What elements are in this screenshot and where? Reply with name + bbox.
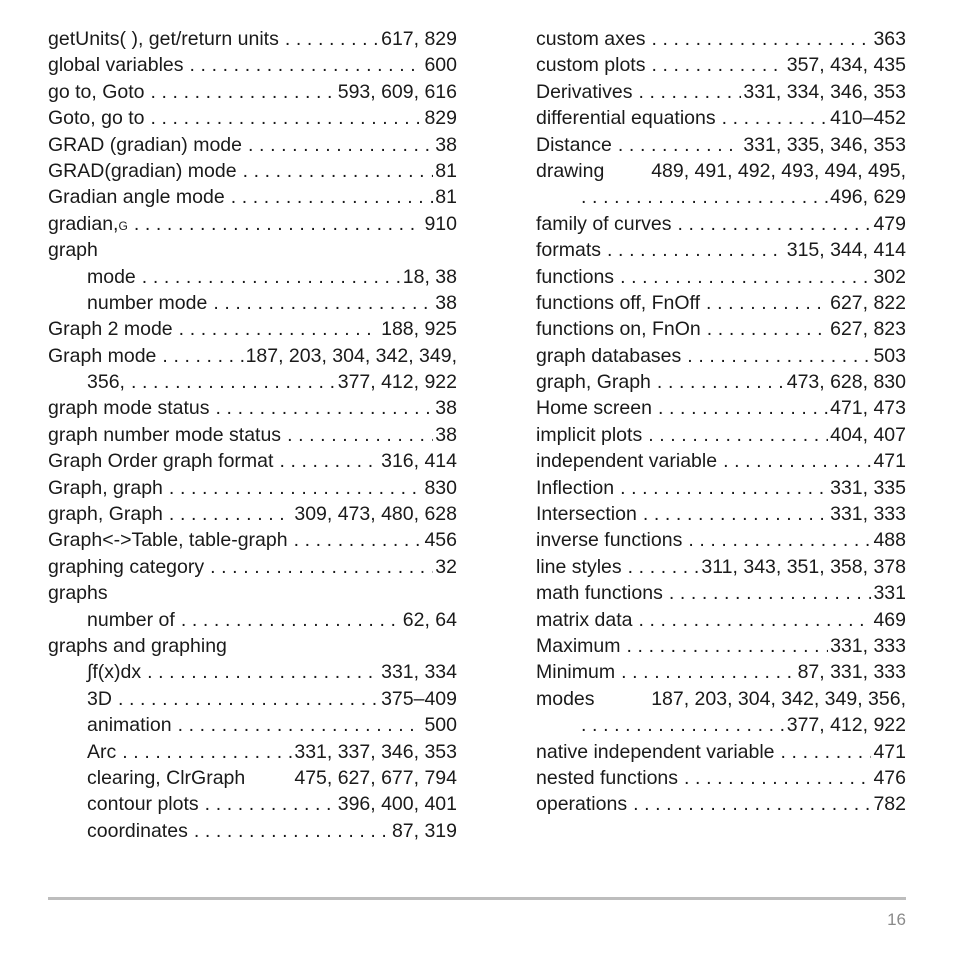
index-pages: 81 <box>435 159 457 182</box>
index-pages: 500 <box>424 714 457 737</box>
index-pages: 627, 822 <box>830 291 906 314</box>
index-entry: gradian, G . . . 910 <box>48 211 457 237</box>
index-subentry <box>48 791 457 817</box>
dot-leader <box>638 79 741 105</box>
index-term: Maximum <box>536 634 621 657</box>
index-entry <box>536 26 906 52</box>
index-heading <box>48 633 457 659</box>
index-pages: 396, 400, 401 <box>337 793 457 816</box>
dot-leader <box>633 791 871 817</box>
dot-leader <box>723 448 871 474</box>
dot-leader <box>684 765 871 791</box>
index-entry <box>536 607 906 633</box>
index-entry <box>48 343 457 369</box>
index-term: operations <box>536 793 628 816</box>
index-term: differential equations <box>536 107 716 130</box>
index-subentry <box>48 712 457 738</box>
dot-leader <box>651 26 871 52</box>
index-entry <box>48 501 457 527</box>
index-pages: 627, 823 <box>830 318 906 341</box>
index-term: Inflection <box>536 476 615 499</box>
index-entry <box>48 52 457 78</box>
dot-leader <box>677 211 871 237</box>
index-term: modes <box>536 687 595 710</box>
index-pages: 18, 38 <box>402 265 457 288</box>
dot-leader <box>216 395 434 421</box>
index-term: Arc <box>87 740 117 763</box>
index-term: Home screen <box>536 397 652 420</box>
index-subentry <box>48 607 457 633</box>
index-pages: 309, 473, 480, 628 <box>294 503 457 526</box>
index-term: line styles <box>536 555 622 578</box>
index-term: Minimum <box>536 661 616 684</box>
index-pages: 471, 473 <box>830 397 906 420</box>
dot-leader <box>279 448 379 474</box>
index-term: GRAD (gradian) mode <box>48 133 242 156</box>
index-pages: 377, 412, 922 <box>337 371 457 394</box>
index-entry <box>536 395 906 421</box>
index-term: native independent variable <box>536 740 775 763</box>
index-entry <box>536 79 906 105</box>
index-subentry <box>48 765 457 791</box>
index-term: custom plots <box>536 54 646 77</box>
index-term: 356, <box>87 371 125 394</box>
index-entry <box>536 448 906 474</box>
index-pages: 496, 629 <box>830 186 906 209</box>
index-pages: 357, 434, 435 <box>786 54 906 77</box>
index-heading <box>48 237 457 263</box>
index-term: formats <box>536 239 602 262</box>
index-pages: 331, 334, 346, 353 <box>743 80 906 103</box>
index-pages: 489, 491, 492, 493, 494, 495, <box>651 159 906 182</box>
index-pages: 600 <box>424 54 457 77</box>
dot-leader <box>651 52 784 78</box>
index-column-left <box>48 26 457 844</box>
index-pages: 38 <box>435 291 457 314</box>
index-subentry <box>48 290 457 316</box>
index-pages: 830 <box>424 476 457 499</box>
dot-leader <box>607 237 785 263</box>
footer-rule <box>48 897 906 900</box>
index-term: inverse functions <box>536 529 683 552</box>
index-pages: 331, 333 <box>830 503 906 526</box>
index-entry <box>48 158 457 184</box>
index-entry <box>48 316 457 342</box>
dot-leader <box>687 343 871 369</box>
index-entry <box>48 448 457 474</box>
index-term: graphing category <box>48 555 205 578</box>
index-pages: 62, 64 <box>402 608 457 631</box>
index-term: drawing <box>536 159 605 182</box>
index-subentry <box>48 264 457 290</box>
index-pages: 782 <box>873 793 906 816</box>
index-pages: 476 <box>873 766 906 789</box>
index-pages: 331, 337, 346, 353 <box>294 740 457 763</box>
index-column-right <box>536 26 906 818</box>
index-term: functions <box>536 265 615 288</box>
index-continuation <box>536 184 906 210</box>
dot-leader <box>131 369 336 395</box>
index-pages: 331, 334 <box>381 661 457 684</box>
index-term: functions on, FnOn <box>536 318 701 341</box>
index-pages: 479 <box>873 212 906 235</box>
index-term: Graph<->Table, table-graph <box>48 529 288 552</box>
dot-leader <box>657 369 785 395</box>
dot-leader <box>178 712 423 738</box>
index-pages: 377, 412, 922 <box>786 714 906 737</box>
index-entry <box>536 659 906 685</box>
index-entry <box>48 79 457 105</box>
dot-leader <box>194 818 390 844</box>
index-entry <box>48 105 457 131</box>
index-term: matrix data <box>536 608 633 631</box>
index-pages: 38 <box>435 423 457 446</box>
dot-leader <box>707 316 828 342</box>
index-term: functions off, FnOff <box>536 291 701 314</box>
index-term: graph databases <box>536 344 682 367</box>
index-term: global variables <box>48 54 184 77</box>
index-pages: 475, 627, 677, 794 <box>294 766 457 789</box>
index-term: number of <box>87 608 175 631</box>
index-pages: 187, 203, 304, 342, 349, 356, <box>651 687 906 710</box>
dot-leader <box>150 105 422 131</box>
index-pages: 81 <box>435 186 457 209</box>
index-term: ∫f(x)dx <box>87 661 142 684</box>
index-term: nested functions <box>536 766 679 789</box>
dot-leader <box>147 659 379 685</box>
index-pages: 593, 609, 616 <box>337 80 457 103</box>
index-entry <box>536 316 906 342</box>
index-entry <box>536 343 906 369</box>
page-number: 16 <box>887 910 906 929</box>
index-term: Graph 2 mode <box>48 318 173 341</box>
dot-leader <box>638 607 871 633</box>
index-term: Graph, graph <box>48 476 163 499</box>
index-pages: 488 <box>873 529 906 552</box>
dot-leader <box>294 527 423 553</box>
index-entry <box>536 527 906 553</box>
index-pages: 302 <box>873 265 906 288</box>
index-term: implicit plots <box>536 423 643 446</box>
index-term: contour plots <box>87 793 199 816</box>
dot-leader <box>706 290 828 316</box>
index-term: Gradian angle mode <box>48 186 225 209</box>
index-entry <box>536 765 906 791</box>
index-pages: 87, 331, 333 <box>797 661 906 684</box>
index-term: family of curves <box>536 212 672 235</box>
index-entry <box>536 264 906 290</box>
index-entry <box>536 791 906 817</box>
dot-leader <box>205 791 336 817</box>
index-subentry <box>48 818 457 844</box>
dot-leader <box>658 395 828 421</box>
index-term: graphs <box>48 582 108 605</box>
index-pages: 187, 203, 304, 342, 349, <box>245 344 457 367</box>
index-pages: 87, 319 <box>391 819 457 842</box>
index-term: Distance <box>536 133 612 156</box>
index-pages: 331, 333 <box>830 634 906 657</box>
index-entry <box>536 633 906 659</box>
index-pages: 910 <box>424 212 457 235</box>
dot-leader <box>179 316 379 342</box>
index-pages: 331, 335 <box>830 476 906 499</box>
index-term: independent variable <box>536 450 718 473</box>
index-entry <box>536 52 906 78</box>
index-term: graphs and graphing <box>48 634 227 657</box>
dot-leader <box>643 501 828 527</box>
index-term: gradian, <box>48 212 119 235</box>
index-pages: 188, 925 <box>381 318 457 341</box>
dot-leader <box>150 79 335 105</box>
index-pages: 316, 414 <box>381 450 457 473</box>
index-pages: 410–452 <box>830 107 906 130</box>
index-entry <box>536 105 906 131</box>
dot-leader <box>688 527 871 553</box>
index-entry <box>48 527 457 553</box>
index-term: graph, Graph <box>48 503 163 526</box>
index-pages: 38 <box>435 133 457 156</box>
dot-leader <box>231 184 434 210</box>
index-pages: 456 <box>424 529 457 552</box>
index-entry <box>48 422 457 448</box>
index-entry <box>48 395 457 421</box>
index-term: Derivatives <box>536 80 633 103</box>
index-term: go to, Goto <box>48 80 145 103</box>
dot-leader <box>190 52 423 78</box>
index-pages: 375–409 <box>381 687 457 710</box>
index-term: clearing, ClrGraph <box>87 766 246 789</box>
dot-leader <box>169 501 292 527</box>
index-subentry <box>48 739 457 765</box>
index-entry <box>536 739 906 765</box>
index-entry <box>48 26 457 52</box>
index-term: Goto, go to <box>48 107 145 130</box>
dot-leader <box>627 633 829 659</box>
index-entry <box>536 158 906 184</box>
index-entry <box>48 554 457 580</box>
dot-leader <box>142 264 401 290</box>
dot-leader <box>620 475 828 501</box>
dot-leader <box>287 422 433 448</box>
dot-leader <box>134 211 423 237</box>
index-pages: 32 <box>435 555 457 578</box>
index-entry <box>48 184 457 210</box>
index-term: coordinates <box>87 819 188 842</box>
index-term: graph, Graph <box>536 371 651 394</box>
index-term: 3D <box>87 687 112 710</box>
index-pages: 617, 829 <box>381 28 457 50</box>
dot-leader <box>118 686 379 712</box>
index-entry <box>536 369 906 395</box>
index-pages: 311, 343, 351, 358, 378 <box>701 555 906 578</box>
dot-leader <box>669 580 872 606</box>
index-pages: 331 <box>873 582 906 605</box>
index-term: mode <box>87 265 136 288</box>
dot-leader <box>181 607 401 633</box>
index-term: math functions <box>536 582 663 605</box>
index-term: number mode <box>87 291 208 314</box>
index-term: custom axes <box>536 28 646 50</box>
index-pages: 503 <box>873 344 906 367</box>
index-entry <box>536 580 906 606</box>
dot-leader <box>620 264 871 290</box>
index-term: Intersection <box>536 503 637 526</box>
dot-leader <box>210 554 433 580</box>
dot-leader <box>648 422 828 448</box>
index-term: animation <box>87 714 172 737</box>
index-entry <box>536 290 906 316</box>
index-subentry <box>48 686 457 712</box>
index-entry <box>536 475 906 501</box>
index-entry <box>536 211 906 237</box>
index-continuation <box>48 369 457 395</box>
dot-leader <box>243 158 434 184</box>
index-term: Graph mode <box>48 344 157 367</box>
index-term: graph mode status <box>48 397 210 420</box>
index-heading <box>48 580 457 606</box>
index-entry <box>536 237 906 263</box>
dot-leader <box>781 739 872 765</box>
index-entry <box>536 132 906 158</box>
index-pages: 469 <box>873 608 906 631</box>
dot-leader <box>169 475 423 501</box>
index-term: Graph Order graph format <box>48 450 274 473</box>
dot-leader <box>628 554 700 580</box>
index-term: getUnits( ), get/return units <box>48 28 279 50</box>
dot-leader <box>621 659 795 685</box>
index-entry <box>536 501 906 527</box>
index-term: graph number mode status <box>48 423 282 446</box>
dot-leader <box>722 105 828 131</box>
dot-leader <box>248 132 433 158</box>
index-term: GRAD(gradian) mode <box>48 159 237 182</box>
dot-leader <box>581 712 785 738</box>
index-entry <box>48 475 457 501</box>
index-pages: 404, 407 <box>830 423 906 446</box>
index-entry <box>536 554 906 580</box>
index-pages: 315, 344, 414 <box>786 239 906 262</box>
dot-leader <box>285 26 379 52</box>
dot-leader <box>581 184 828 210</box>
index-pages: 473, 628, 830 <box>786 371 906 394</box>
index-entry <box>48 132 457 158</box>
index-entry <box>536 422 906 448</box>
index-entry <box>536 686 906 712</box>
index-pages: 471 <box>873 450 906 473</box>
index-pages: 829 <box>424 107 457 130</box>
dot-leader <box>618 132 741 158</box>
index-pages: 363 <box>873 28 906 50</box>
dot-leader <box>122 739 292 765</box>
index-subentry <box>48 659 457 685</box>
index-pages: 38 <box>435 397 457 420</box>
index-pages: 331, 335, 346, 353 <box>743 133 906 156</box>
index-continuation <box>536 712 906 738</box>
index-term: graph <box>48 239 98 262</box>
dot-leader <box>162 343 243 369</box>
dot-leader <box>213 290 433 316</box>
index-pages: 471 <box>873 740 906 763</box>
